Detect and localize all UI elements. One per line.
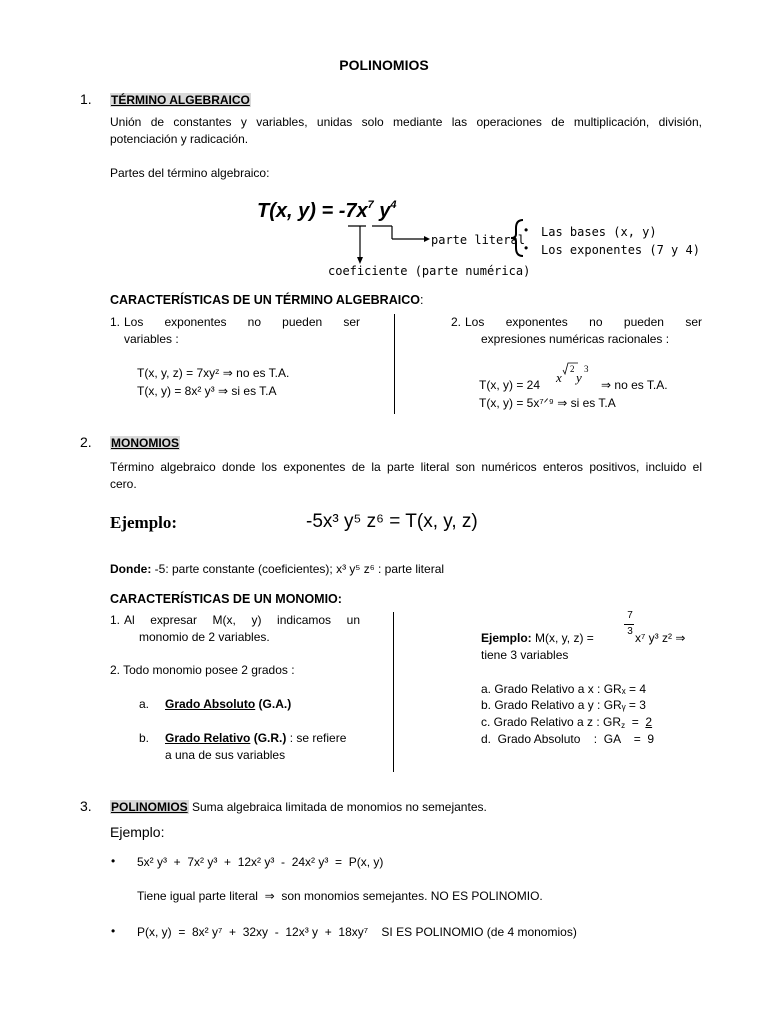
s3-example-2: P(x, y) = 8x² y⁷ + 32xy - 12x³ y + 18xy⁷ SI ES POLINOMIO (de 4 monomios) (137, 925, 577, 939)
c2-example1-right: ⇒ no es T.A. (601, 378, 668, 392)
sqrt-base-x: x (556, 370, 562, 385)
s2-characteristics-heading: CARACTERÍSTICAS DE UN MONOMIO: (110, 592, 342, 606)
donde-label: Donde: (110, 562, 152, 576)
page-title: POLINOMIOS (339, 57, 429, 73)
s3-example-1-note: Tiene igual parte literal ⇒ son monomios semejantes. NO ES POLINOMIO. (137, 889, 543, 903)
m1-number: 1. (110, 613, 121, 627)
s2-column-divider (393, 612, 394, 772)
s2-ejemplo-label: Ejemplo: (110, 513, 178, 532)
bases-bullet: • (524, 223, 529, 237)
grado-relativo-x: a. Grado Relativo a x : GRₓ = 4 (481, 682, 647, 696)
s3-ejemplo-label: Ejemplo: (110, 824, 165, 840)
term-formula-exp1: 7 (367, 199, 374, 211)
c2-line2: expresiones numéricas racionales : (481, 332, 670, 346)
c2-number: 2. (451, 315, 462, 329)
grado-b-label: b. (139, 731, 150, 745)
s1-characteristics-heading (110, 293, 423, 307)
c1-line1: Los exponentes no pueden ser (124, 315, 360, 329)
c1-line2: variables : (124, 332, 179, 346)
c1-example1: T(x, y, z) = 7xyᶻ ⇒ no es T.A. (137, 366, 290, 380)
monomio-example-label: Ejemplo: (481, 631, 532, 645)
grado-absoluto-value: d. Grado Absoluto : GA = 9 (481, 732, 655, 746)
m2-line: 2. Todo monomio posee 2 grados : (110, 663, 295, 677)
grado-a-label: a. (139, 697, 150, 711)
section-3-heading-text: POLINOMIOS (111, 800, 188, 814)
exponentes-bullet: • (524, 241, 529, 255)
section-3-heading (110, 799, 487, 816)
fraction-numerator: 7 (627, 610, 633, 621)
grado-relativo-rest1: : se refiere (286, 731, 347, 745)
s1-char-heading-colon: : (419, 293, 424, 307)
section-1-heading-text: TÉRMINO ALGEBRAICO (111, 93, 250, 107)
section-1-number: 1. (80, 91, 92, 107)
section-2-number: 2. (80, 434, 92, 450)
monomio-example-vars: x⁷ y³ z² ⇒ (635, 631, 686, 645)
c1-example2: T(x, y) = 8x² y³ ⇒ si es T.A (137, 384, 277, 398)
grado-relativo-rest2: a una de sus variables (165, 748, 286, 762)
sqrt-base-y: y (576, 370, 582, 385)
donde-text: -5: parte constante (coeficientes); x³ y⁵ z⁶ : parte literal (151, 562, 445, 576)
sqrt-exponent-expression (554, 360, 598, 390)
s1-char-heading-text: CARACTERÍSTICAS DE UN TÉRMINO ALGEBRAICO (110, 293, 420, 307)
monomio-example-text: M(x, y, z) = (531, 631, 594, 645)
parte-literal-label: parte literal (431, 233, 525, 247)
monomio-example (481, 630, 594, 647)
section-3-number: 3. (80, 798, 92, 814)
grado-relativo-z-value: 2 (645, 715, 653, 729)
s1-parts-label: Partes del término algebraico: (110, 166, 270, 180)
grado-absoluto (165, 696, 291, 713)
exponentes-item: Los exponentes (7 y 4) (541, 243, 700, 257)
s2-definition-line1: Término algebraico donde los exponentes de la parte literal son numéricos enteros positivos, incluido el (110, 460, 702, 474)
grado-absoluto-term: Grado Absoluto (165, 697, 256, 711)
s1-definition-line2: potenciación y radicación. (110, 132, 249, 146)
s1-definition-line1: Unión de constantes y variables, unidas solo mediante las operaciones de multiplicación, división, (110, 115, 702, 129)
sqrt-exp-3: 3 (584, 364, 589, 374)
bases-item: Las bases (x, y) (541, 225, 657, 239)
section-2-heading-text: MONOMIOS (111, 436, 179, 450)
monomio-example-line2: tiene 3 variables (481, 648, 569, 662)
sqrt-radicand: 2 (570, 364, 575, 374)
grado-relativo (165, 730, 346, 747)
m1-line1: Al expresar M(x, y) indicamos un (124, 613, 360, 627)
term-formula-exp2: 4 (390, 199, 397, 211)
donde-line (110, 561, 444, 578)
grado-relativo-z-sub: z (621, 721, 626, 730)
s1-column-divider (394, 314, 395, 414)
c2-line1: Los exponentes no pueden ser (465, 315, 702, 329)
section-3-definition: Suma algebraica limitada de monomios no semejantes. (188, 800, 487, 814)
grado-relativo-term: Grado Relativo (165, 731, 251, 745)
c2-example2: T(x, y) = 5x⁷ᐟ⁹ ⇒ si es T.A (479, 396, 616, 410)
s3-example-1: 5x² y³ + 7x² y³ + 12x² y³ - 24x² y³ = P(x, y) (137, 855, 384, 869)
section-2-heading (110, 436, 180, 450)
grado-relativo-z-mid: = (625, 715, 646, 729)
s3-bullet-2: • (111, 924, 116, 938)
grado-relativo-y: b. Grado Relativo a y : GRᵧ = 3 (481, 698, 646, 712)
m1-line2: monomio de 2 variables. (139, 630, 270, 644)
grado-absoluto-abbr: (G.A.) (255, 697, 292, 711)
term-formula (257, 200, 397, 223)
coeficiente-label: coeficiente (parte numérica) (328, 264, 531, 278)
term-formula-y: y (373, 200, 391, 222)
fraction-bar (624, 624, 634, 625)
grado-relativo-z-pre: c. Grado Relativo a z : GR (481, 715, 622, 729)
c1-number: 1. (110, 315, 121, 329)
monomio-formula: -5x³ y⁵ z⁶ = T(x, y, z) (306, 511, 478, 532)
grado-relativo-abbr: (G.R.) (250, 731, 287, 745)
s3-bullet-1: • (111, 854, 116, 868)
section-1-heading (110, 93, 251, 107)
fraction-denominator: 3 (627, 626, 633, 637)
s2-definition-line2: cero. (110, 477, 137, 491)
term-formula-left: T(x, y) = -7x (257, 200, 368, 222)
c2-example1-left: T(x, y) = 24 (479, 378, 541, 392)
